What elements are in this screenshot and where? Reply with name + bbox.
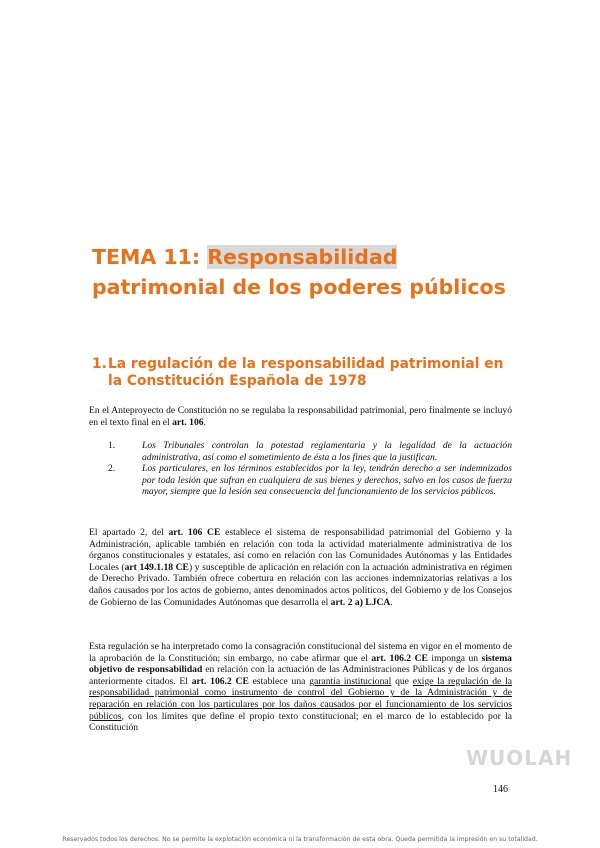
copyright-footer: Reservados todos los derechos. No se permite la explotación económica ni la transformación de esta obra. Queda permitida la impresión en su totalidad. <box>62 836 538 843</box>
p3-text: que <box>391 675 413 687</box>
p2-bold: art. 2 a) LJCA <box>330 596 391 608</box>
intro-end: . <box>203 416 206 428</box>
constitution-quote <box>108 440 512 498</box>
p3-text: en relación con la actuación de las Administraciones Públicas y de los órganos anteriormente citados. El <box>89 664 512 687</box>
quote-item-number: 1. <box>108 440 116 451</box>
intro-bold: art. 106 <box>172 416 204 428</box>
page-number: 146 <box>493 784 508 795</box>
paragraph-interpretation <box>89 641 512 734</box>
p3-bold: art. 106.2 CE <box>191 675 249 687</box>
intro-paragraph <box>89 405 512 428</box>
quote-item-text: Los Tribunales controlan la potestad reglamentaria y la legalidad de la actuación administrativa, así como el sometimiento de ésta a los fines que la justifican. <box>142 440 512 463</box>
quote-item <box>108 463 512 498</box>
section-heading <box>92 356 522 390</box>
p3-text: imponga un <box>427 652 482 664</box>
quote-item <box>108 440 512 463</box>
p2-bold: art 149.1.18 CE <box>124 561 189 573</box>
section-title: La regulación de la responsabilidad patrimonial en la Constitución Española de 1978 <box>108 356 504 389</box>
p2-text: El apartado 2, del <box>89 527 169 538</box>
p2-text: ) y susceptible de aplicación en relación con la actuación administrativa en régimen de Derecho Privado. También ofrece cobertura en relación con las acciones indemnizatorias relativas a los daños causados por los actos de gobierno, antes denominados actos políticos, del Gobierno y de los Consejos de Gobierno de las Comunidades Autónomas que desarrolla el <box>89 561 512 608</box>
section-number: 1. <box>92 356 107 372</box>
wuolah-watermark: WUOLAH <box>466 746 573 770</box>
quote-item-number: 2. <box>108 463 116 475</box>
p3-text: Esta regulación se ha interpretado como la consagración constitucional del sistema en vigor en el momento de la aprobación de la Constitución; sin embargo, no cabe afirmar que el <box>89 641 512 664</box>
p2-text: . <box>390 596 393 608</box>
p2-bold: art. 106 CE <box>168 527 221 538</box>
p3-text: establece una <box>248 675 310 687</box>
page-title <box>92 242 532 302</box>
title-prefix: TEMA 11: <box>92 245 208 269</box>
quote-item-text: Los particulares, en los términos establecidos por la ley, tendrán derecho a ser indemnizados por toda lesión que sufran en cualquiera de sus bienes y derechos, salvo en los casos de fuerza mayor, siempre que la lesión sea consecuencia del funcionamiento de los servicios públicos. <box>142 463 512 498</box>
p3-bold: sistema objetivo de responsabilidad <box>89 652 512 676</box>
title-rest: patrimonial de los poderes públicos <box>92 275 506 299</box>
p3-underline: garantía institucional <box>309 675 392 687</box>
intro-text: En el Anteproyecto de Constitución no se regulaba la responsabilidad patrimonial, pero finalmente se incluyó en el texto final en el <box>89 405 512 428</box>
p3-underline: exige la regulación de la responsabilidad patrimonial como instrumento de control del Gobierno y de la Administración y de reparación en relación con los particulares por los daños causados por el funcionamiento de los servicios públicos <box>89 675 512 722</box>
paragraph-art106 <box>89 527 512 608</box>
title-highlight: Responsabilidad <box>207 245 398 269</box>
p2-text: establece el sistema de responsabilidad patrimonial del Gobierno y la Administración, aplicable también en relación con toda la actividad materialmente administrativa de los órganos constitucionales y estatales, así como en relación con las Comunidades Autónomas y las Entidades Locales ( <box>89 527 512 573</box>
p3-text: , con los límites que define el propio texto constitucional; en el marco de lo establecido por la Constitución <box>89 710 512 734</box>
p3-bold: art. 106.2 CE <box>371 652 428 664</box>
